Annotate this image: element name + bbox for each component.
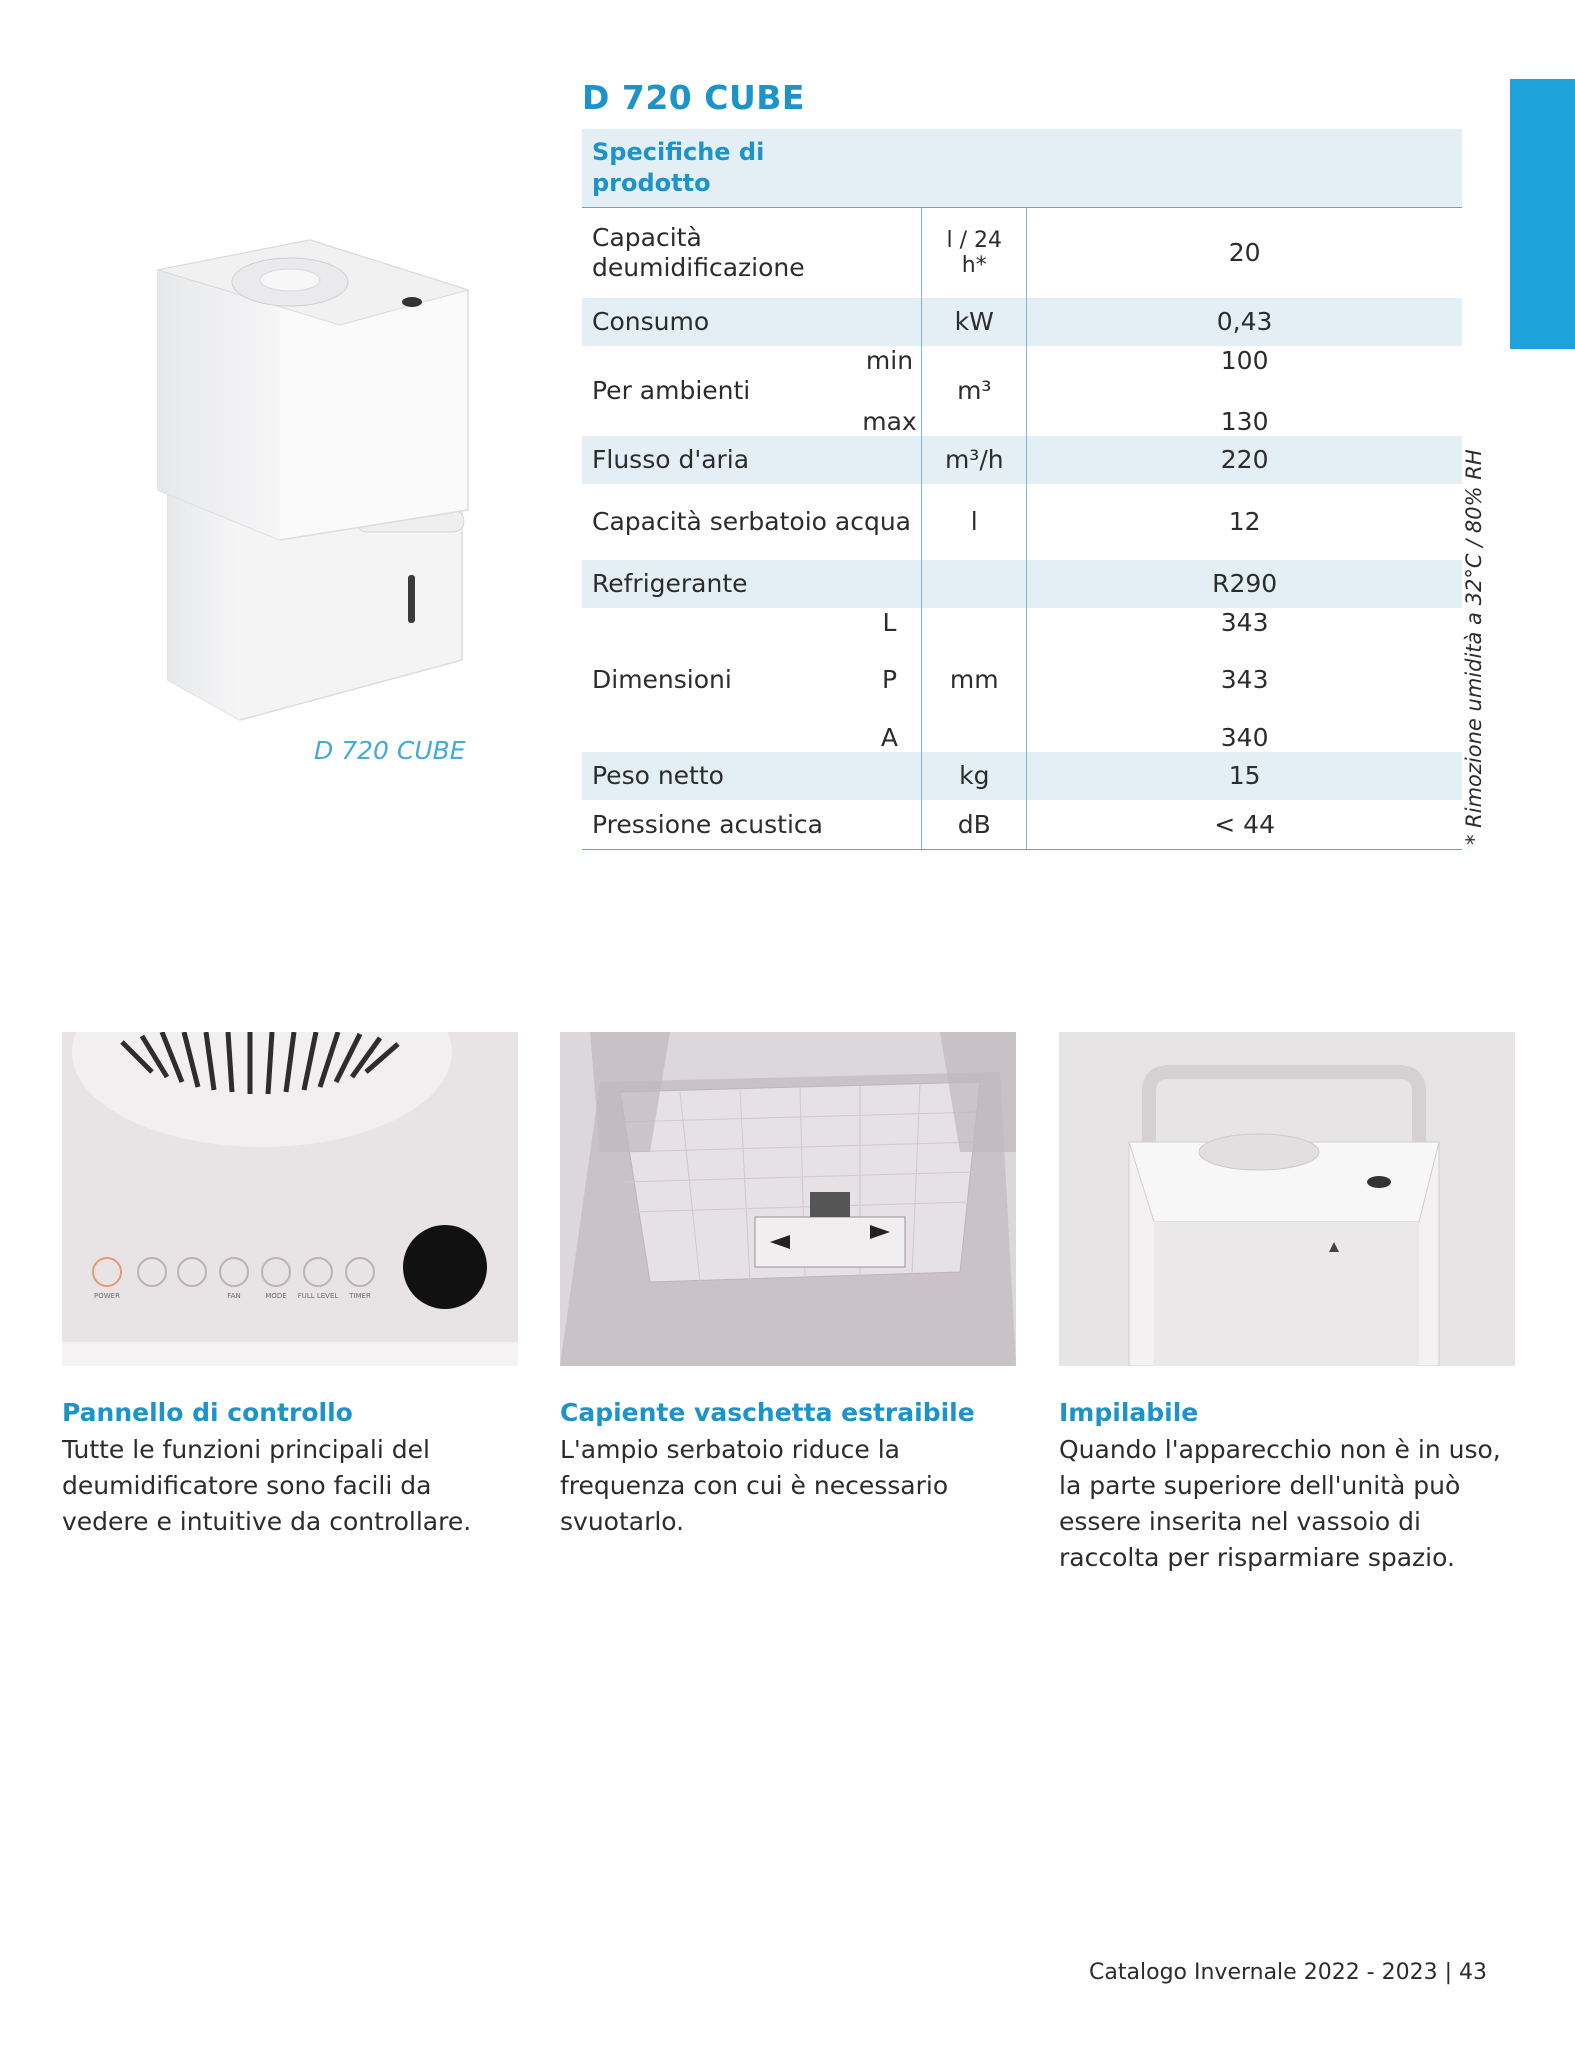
spec-value: 220 [1027,436,1462,484]
spec-unit [922,560,1027,608]
panel-label-full-level: FULL LEVEL [297,1292,339,1300]
spec-value: 20 [1228,238,1261,268]
spec-value: 0,43 [1027,298,1462,346]
spec-values [1027,346,1462,436]
spec-unit: m³/h [922,436,1027,484]
spec-row-airflow [582,436,1462,484]
spec-label: Capacità deumidificazione [592,222,805,282]
product-title: D 720 CUBE [582,78,805,117]
spec-value: 15 [1027,752,1462,800]
spec-label: Consumo [582,298,922,346]
spec-label: Peso netto [582,752,922,800]
feature-title-stackable: Impilabile [1059,1398,1199,1427]
page-footer: Catalogo Invernale 2022 - 2023 | 43 [1089,1960,1487,1985]
spec-row-rooms [582,346,1462,436]
spec-value: < 44 [1027,800,1462,850]
spec-row-capacity [582,208,1462,298]
spec-sublabel-a: A [880,722,899,752]
spec-table [582,129,1462,850]
hero-image-caption: D 720 CUBE [314,736,466,765]
spec-sublabels [858,346,922,436]
stackable-illustration [1059,1032,1515,1366]
feature-text-control-panel: Tutte le funzioni principali del deumidificatore sono facili da vedere e intuitive da controllare. [62,1435,472,1536]
spec-label: Refrigerante [582,560,922,608]
spec-unit: l / 24 h* [922,208,1027,298]
section-tab-marker [1510,79,1575,349]
spec-value-l: 343 [1220,607,1269,637]
spec-label: Per ambienti [592,376,751,405]
spec-sublabel-l: L [882,607,897,637]
spec-row-dimensions [582,608,1462,752]
panel-label-timer: TIMER [349,1292,371,1300]
spec-row-tank [582,484,1462,560]
spec-value-a: 340 [1220,722,1269,752]
spec-unit: mm [922,608,1027,752]
panel-label-fan: FAN [227,1292,241,1300]
control-panel-illustration [62,1032,518,1366]
spec-row-noise [582,800,1462,850]
spec-sublabel-max: max [862,406,917,436]
spec-value-p: 343 [1220,665,1269,694]
spec-value: 12 [1228,507,1261,536]
water-tank-illustration [560,1032,1016,1366]
dehumidifier-product-image [150,230,480,730]
spec-label: Flusso d'aria [582,436,922,484]
spec-unit: m³ [922,346,1027,436]
feature-text-stackable: Quando l'apparecchio non è in uso, la parte superiore dell'unità può essere inserita nel vassoio di raccolta per risparmiare spazio. [1059,1435,1501,1572]
spec-sublabel-p: P [881,665,898,694]
spec-sublabel-min: min [865,345,914,375]
panel-label-power: POWER [94,1292,120,1300]
panel-label-mode: MODE [265,1292,287,1300]
spec-label: Capacità serbatoio acqua [592,506,911,536]
spec-table-header-row [582,129,1462,208]
spec-sublabels [858,608,922,752]
stackable-image [1059,1032,1515,1366]
feature-title-water-tank: Capiente vaschetta estraibile [560,1398,975,1427]
spec-unit: dB [922,800,1027,850]
spec-table-header-text: Specifiche di prodotto [592,138,765,197]
spec-row-refrigerant [582,560,1462,608]
footnote-vertical: * Rimozione umidità a 32°C / 80% RH [1462,449,1486,845]
spec-value-max: 130 [1220,406,1269,436]
spec-table-header [582,129,1462,208]
knob [403,1225,487,1309]
spec-values [1027,608,1462,752]
spec-row-weight [582,752,1462,800]
spec-unit: kW [922,298,1027,346]
control-panel-image [62,1032,518,1366]
spec-label: Pressione acustica [582,800,922,850]
water-tank-image [560,1032,1016,1366]
spec-row-consumption [582,298,1462,346]
spec-unit: l [922,484,1027,560]
spec-unit: kg [922,752,1027,800]
spec-label: Dimensioni [592,665,732,694]
feature-text-water-tank: L'ampio serbatoio riduce la frequenza con cui è necessario svuotarlo. [560,1435,949,1536]
spec-value-min: 100 [1220,345,1269,375]
spec-value: R290 [1027,560,1462,608]
feature-title-control-panel: Pannello di controllo [62,1398,353,1427]
